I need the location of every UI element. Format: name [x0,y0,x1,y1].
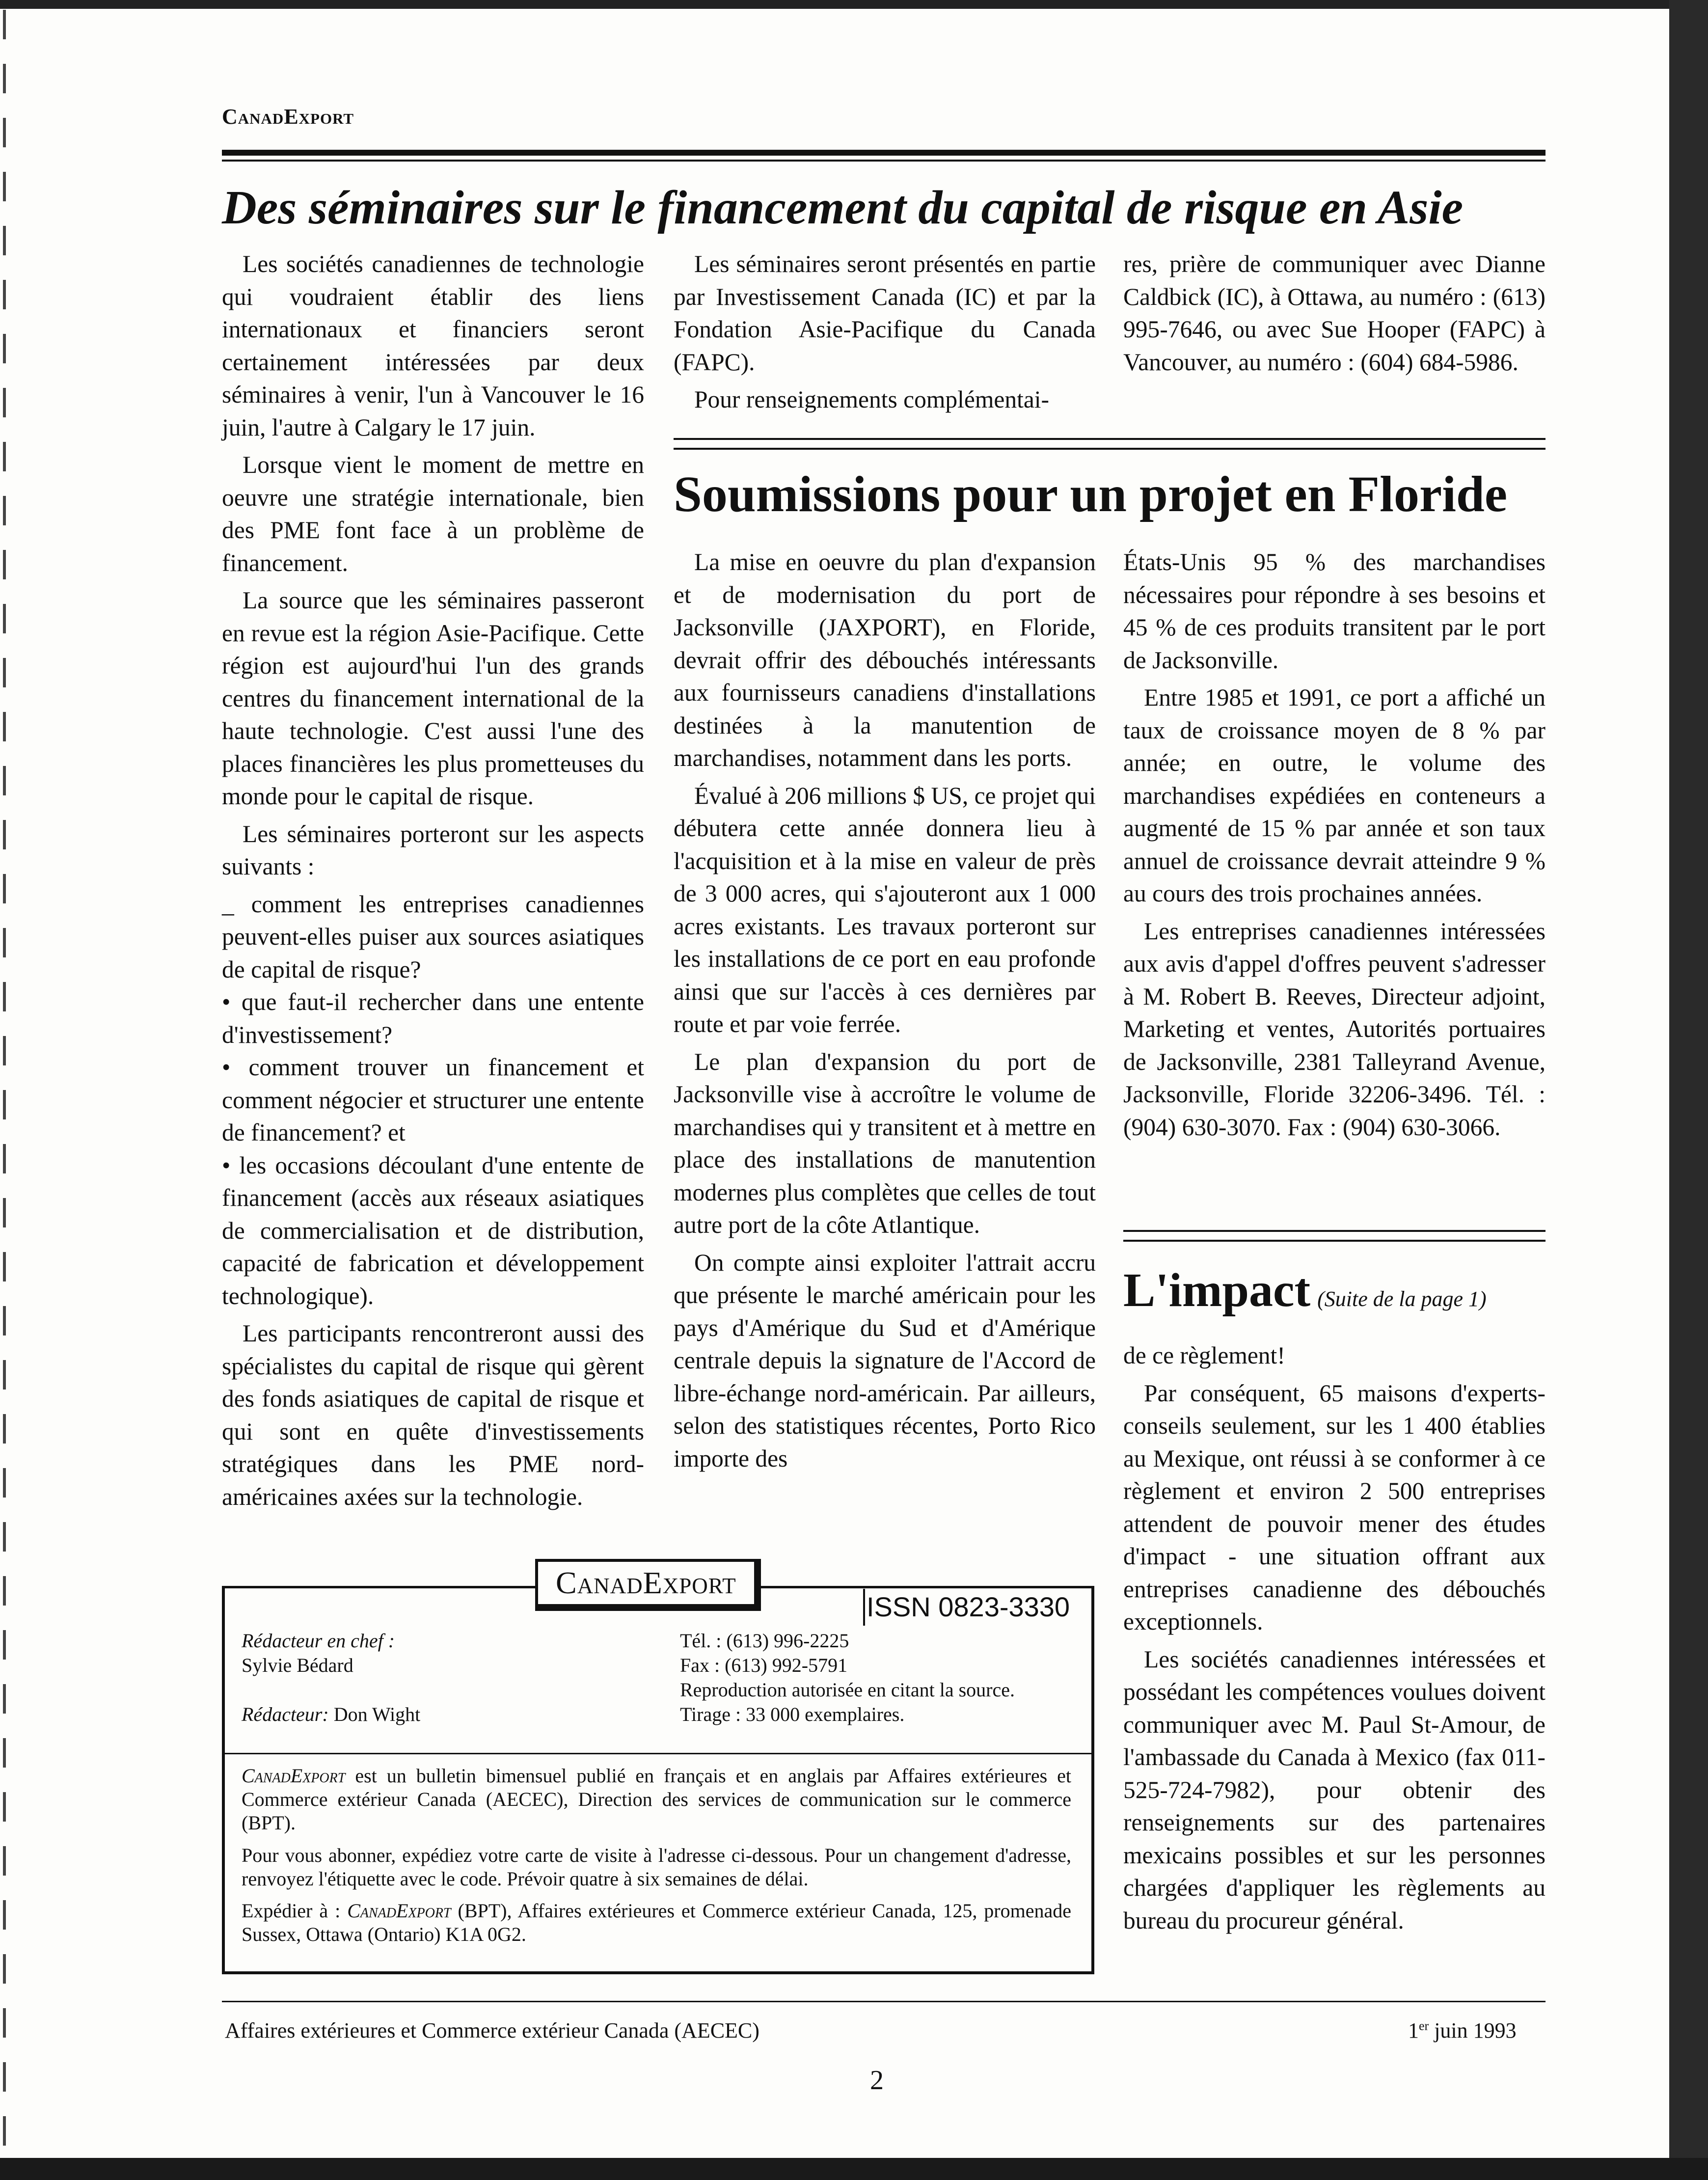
paragraph: Les séminaires porteront sur les aspects suivants : [222,820,644,880]
paragraph: Pour renseignements complémentai- [694,386,1050,413]
mailing-text: (BPT), Affaires extérieures et Commerce extérieur Canada, 125, promenade Sussex, Ottawa (Ontario) K1A 0G2. [242,1900,1071,1945]
paragraph: On compte ainsi exploiter l'attrait accru que présente le marché américain pour les pays d'Amérique du Sud et d'Amérique centrale depuis la signature de l'Accord de libre-échange nord-américain. Par ailleurs, selon des statistiques récentes, Porto Rico importe des [674,1249,1096,1472]
paragraph: res, prière de communiquer avec Dianne Caldbick (IC), à Ottawa, au numéro : (613) 995-7646, ou avec Sue Hooper (FAPC) à Vancouver, au numéro : (604) 684-5986. [1123,250,1545,376]
editor-chief-label [242,1629,395,1653]
box-title: CanadExport [535,1559,761,1611]
footer-date [1408,2018,1517,2043]
section-rule [1123,1240,1545,1242]
masthead: CanadExport [222,105,354,129]
article2-column-2 [1123,546,1545,1148]
page-number: 2 [870,2065,884,2096]
headline-impact [1123,1264,1487,1317]
headline-floride: Soumissions pour un projet en Floride [674,466,1508,522]
editor-label: Rédacteur: [242,1703,329,1725]
scan-edge-right [1669,0,1708,2180]
mailing-address [242,1899,1071,1946]
issn-number: ISSN 0823-3330 [867,1591,1070,1622]
masthead-rule-thin [222,160,1545,162]
box-separator [225,1753,1091,1754]
fax: Fax : (613) 992-5791 [680,1654,848,1676]
date-day: 1 [1408,2018,1419,2043]
scan-edge-left [3,10,6,2155]
paragraph: Les participants rencontreront aussi des spécialistes du capital de risque qui gèrent des fonds asiatiques de capital de risque et qui sont en quête d'investissements stratégiques dans les PME nord-américaines axées sur la technologie. [222,1320,644,1510]
issn-divider [863,1589,865,1626]
paragraph: Entre 1985 et 1991, ce port a affiché un taux de croissance moyen de 8 % par année; en outre, le volume des marchandises expédiées en conteneurs a augmenté de 15 % par année et son taux annuel de croissance devrait atteindre 9 % au cours des trois prochaines années. [1123,684,1545,907]
publication-description [242,1764,1071,1835]
article1-column-1 [222,248,644,1518]
date-sup: er [1419,2018,1429,2033]
paragraph: Les sociétés canadiennes intéressées et possédant les compétences voulues doivent communiquer avec M. Paul St-Amour, de l'ambassade du Canada à Mexico (fax 011-525-724-7982), pour obtenir des renseignements sur des partenaires mexicains possibles et sur les personnes chargées d'appliquer les règlements au bureau du procureur général. [1123,1645,1545,1934]
section-rule [674,448,1545,450]
paragraph: Le plan d'expansion du port de Jacksonville vise à accroître le volume de marchandises qui y transitent et à mettre en place des installations de manutention modernes plus complètes que celles de tout autre port de la côte Atlantique. [674,1048,1096,1238]
editor-chief-label-text: Rédacteur en chef : [242,1630,395,1652]
tel: Tél. : (613) 996-2225 [680,1630,849,1652]
editor-name: Don Wight [333,1703,421,1725]
subscription-info: Pour vous abonner, expédiez votre carte de visite à l'adresse ci-dessous. Pour un changement d'adresse, renvoyez l'étiquette avec le code. Prévoir quatre à six semaines de délai. [242,1844,1071,1890]
masthead-rule [222,150,1545,156]
headline-seminaires: Des séminaires sur le financement du capital de risque en Asie [222,181,1464,234]
date-rest: juin 1993 [1429,2018,1517,2043]
article1-column-3 [1123,248,1545,383]
brand-name: CanadExport [242,1765,346,1787]
circulation: Tirage : 33 000 exemplaires. [680,1703,905,1725]
scan-edge-top [0,0,1708,9]
paragraph: La source que les séminaires passeront en revue est la région Asie-Pacifique. Cette région est aujourd'hui l'un des grands centres du financement international de la haute technologie. C'est aussi l'une des places financières les plus prometteuses du monde pour le capital de risque. [222,587,644,810]
description-text: est un bulletin bimensuel publié en français et en anglais par Affaires extérieures et Commerce extérieur Canada (AECEC), Direction des services de communication sur le commerce (BPT). [242,1765,1071,1834]
footer-rule [222,2001,1545,2002]
paragraph: Évalué à 206 millions $ US, ce projet qui débutera cette année donnera lieu à l'acquisition et à la mise en valeur de près de 3 000 acres, qui s'ajouteront aux 1 000 acres existants. Les travaux porteront sur les installations de ce port en eau profonde ainsi que sur l'accès à ces dernières par route et par voie ferrée. [674,782,1096,1037]
bullet-item: • les occasions découlant d'une entente de financement (accès aux réseaux asiatiques de commercialisation et de distribution, capacité de fabrication et développement technologique). [222,1151,644,1309]
continuation-note: (Suite de la page 1) [1317,1287,1487,1311]
bullet-item: _ comment les entreprises canadiennes peuvent-elles puiser aux sources asiatiques de capital de risque? [222,890,644,983]
scan-edge-bottom [0,2158,1708,2180]
paragraph: de ce règlement! [1123,1342,1285,1369]
paragraph: Les séminaires seront présentés en partie par Investissement Canada (IC) et par la Fondation Asie-Pacifique du Canada (FAPC). [674,250,1096,376]
brand-name: CanadExport [347,1900,451,1922]
article3-column [1123,1339,1545,1942]
bullet-item: • que faut-il rechercher dans une entente d'investissement? [222,988,644,1048]
bullet-item: • comment trouver un financement et comment négocier et structurer une entente de financement? et [222,1054,644,1146]
article2-column-1 [674,546,1096,1480]
reproduction-note: Reproduction autorisée en citant la source. [680,1679,1015,1701]
section-rule [674,438,1545,440]
paragraph: Par conséquent, 65 maisons d'experts-conseils seulement, sur les 1 400 établies au Mexique, ont réussi à se conformer à ce règlement et environ 2 500 entreprises attendent de pouvoir mener des études d'impact - une situation offrant aux entreprises canadienne des débouchés exceptionnels. [1123,1379,1545,1635]
headline-impact-title: L'impact [1123,1264,1311,1317]
mailing-prefix: Expédier à : [242,1900,348,1922]
footer-publisher: Affaires extérieures et Commerce extérieur Canada (AECEC) [225,2018,759,2043]
section-rule [1123,1230,1545,1232]
editor-chief-name: Sylvie Bédard [242,1654,353,1676]
paragraph: La mise en oeuvre du plan d'expansion et de modernisation du port de Jacksonville (JAXPORT), en Floride, devrait offrir des débouchés intéressants aux fournisseurs canadiens d'installations destinées à la manutention de marchandises, notamment dans les ports. [674,548,1096,771]
paragraph: Les entreprises canadiennes intéressées aux avis d'appel d'offres peuvent s'adresser à M. Robert B. Reeves, Directeur adjoint, Marketing et ventes, Autorités portuaires de Jacksonville, 2381 Talleyrand Avenue, Jacksonville, Floride 32206-3496. Tél. : (904) 630-3070. Fax : (904) 630-3066. [1123,917,1545,1141]
paragraph: États-Unis 95 % des marchandises nécessaires pour répondre à ses besoins et 45 % de ces produits transitent par le port de Jacksonville. [1123,548,1545,674]
paragraph: Lorsque vient le moment de mettre en oeuvre une stratégie internationale, bien des PME font face à un problème de financement. [222,451,644,576]
paragraph: Les sociétés canadiennes de technologie qui voudraient établir des liens internationaux et financiers seront certainement intéressées par deux séminaires à venir, l'un à Vancouver le 16 juin, l'autre à Calgary le 17 juin. [222,250,644,441]
editor-line [242,1703,420,1726]
article1-column-2 [674,248,1096,421]
